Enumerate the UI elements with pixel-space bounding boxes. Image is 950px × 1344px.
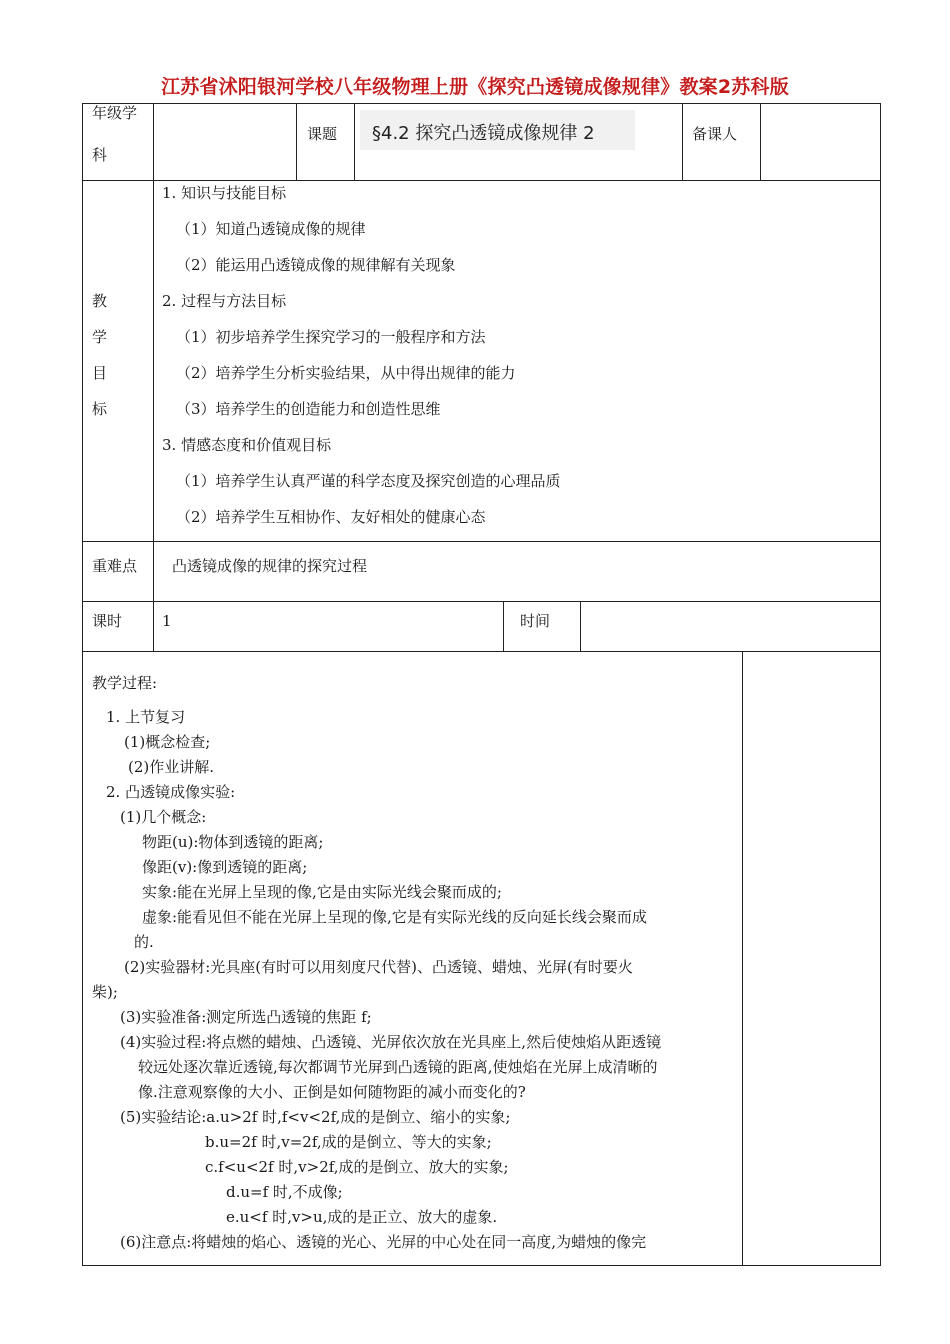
process-line: e.u<f 时,v>u,成的是正立、放大的虚象. [226, 1208, 498, 1226]
objective-line: 1. 知识与技能目标 [162, 184, 287, 202]
objectives-label-char: 目 [92, 364, 108, 382]
process-line: 虚象:能看见但不能在光屏上呈现的像,它是有实际光线的反向延长线会聚而成 [142, 908, 647, 926]
objective-line: 2. 过程与方法目标 [162, 292, 287, 310]
objectives-label-char: 教 [92, 292, 108, 310]
objective-line: （1）培养学生认真严谨的科学态度及探究创造的心理品质 [176, 472, 561, 490]
process-line: 2. 凸透镜成像实验: [106, 783, 236, 801]
process-heading: 教学过程: [92, 674, 158, 692]
objective-line: （3）培养学生的创造能力和创造性思维 [176, 400, 441, 418]
time-label: 时间 [520, 612, 551, 630]
topic-label: 课题 [307, 125, 338, 143]
process-line: (3)实验准备:测定所选凸透镜的焦距 f; [120, 1008, 372, 1026]
document-title: 江苏省沭阳银河学校八年级物理上册《探究凸透镜成像规律》教案2苏科版 [161, 76, 789, 98]
process-line: (6)注意点:将蜡烛的焰心、透镜的光心、光屏的中心处在同一高度,为蜡烛的像完 [120, 1233, 647, 1251]
process-line: (2)作业讲解. [128, 758, 215, 776]
preparer-label: 备课人 [692, 125, 738, 143]
grade-subject-label-line1: 年级学 [92, 104, 138, 122]
period-label: 课时 [92, 612, 123, 630]
process-line: (4)实验过程:将点燃的蜡烛、凸透镜、光屏依次放在光具座上,然后使烛焰从距透镜 [120, 1033, 662, 1051]
process-line: (1)几个概念: [120, 808, 207, 826]
key-points-value: 凸透镜成像的规律的探究过程 [172, 557, 368, 575]
period-value: 1 [162, 612, 172, 630]
key-points-label: 重难点 [92, 557, 138, 575]
process-line: 像.注意观察像的大小、正倒是如何随物距的减小而变化的? [138, 1083, 526, 1101]
objective-line: （2）能运用凸透镜成像的规律解有关现象 [176, 256, 456, 274]
objective-line: （1）知道凸透镜成像的规律 [176, 220, 366, 238]
objective-line: （2）培养学生互相协作、友好相处的健康心态 [176, 508, 486, 526]
topic-value: §4.2 探究凸透镜成像规律 2 [372, 123, 595, 144]
process-line: 较远处逐次靠近透镜,每次都调节光屏到凸透镜的距离,使烛焰在光屏上成清晰的 [138, 1058, 658, 1076]
objectives-label-char: 标 [92, 400, 108, 418]
process-line: 像距(v):像到透镜的距离; [142, 858, 308, 876]
process-line: 1. 上节复习 [106, 708, 186, 726]
process-line: (2)实验器材:光具座(有时可以用刻度尺代替)、凸透镜、蜡烛、光屏(有时要火 [124, 958, 633, 976]
process-line: 的. [134, 933, 154, 951]
process-line: 实象:能在光屏上呈现的像,它是由实际光线会聚而成的; [142, 883, 502, 901]
objectives-label-char: 学 [92, 328, 108, 346]
objective-line: 3. 情感态度和价值观目标 [162, 436, 332, 454]
topic-value-box [360, 110, 635, 150]
process-line: (1)概念检查; [124, 733, 211, 751]
process-line: (5)实验结论:a.u>2f 时,f<v<2f,成的是倒立、缩小的实象; [120, 1108, 511, 1126]
process-line: 柴); [92, 983, 118, 1001]
objective-line: （1）初步培养学生探究学习的一般程序和方法 [176, 328, 486, 346]
process-line: 物距(u):物体到透镜的距离; [142, 833, 324, 851]
grade-subject-label-line2: 科 [92, 146, 108, 164]
process-line: c.f<u<2f 时,v>2f,成的是倒立、放大的实象; [205, 1158, 509, 1176]
objective-line: （2）培养学生分析实验结果，从中得出规律的能力 [176, 364, 516, 382]
process-line: b.u=2f 时,v=2f,成的是倒立、等大的实象; [205, 1133, 492, 1151]
process-line: d.u=f 时,不成像; [226, 1183, 343, 1201]
